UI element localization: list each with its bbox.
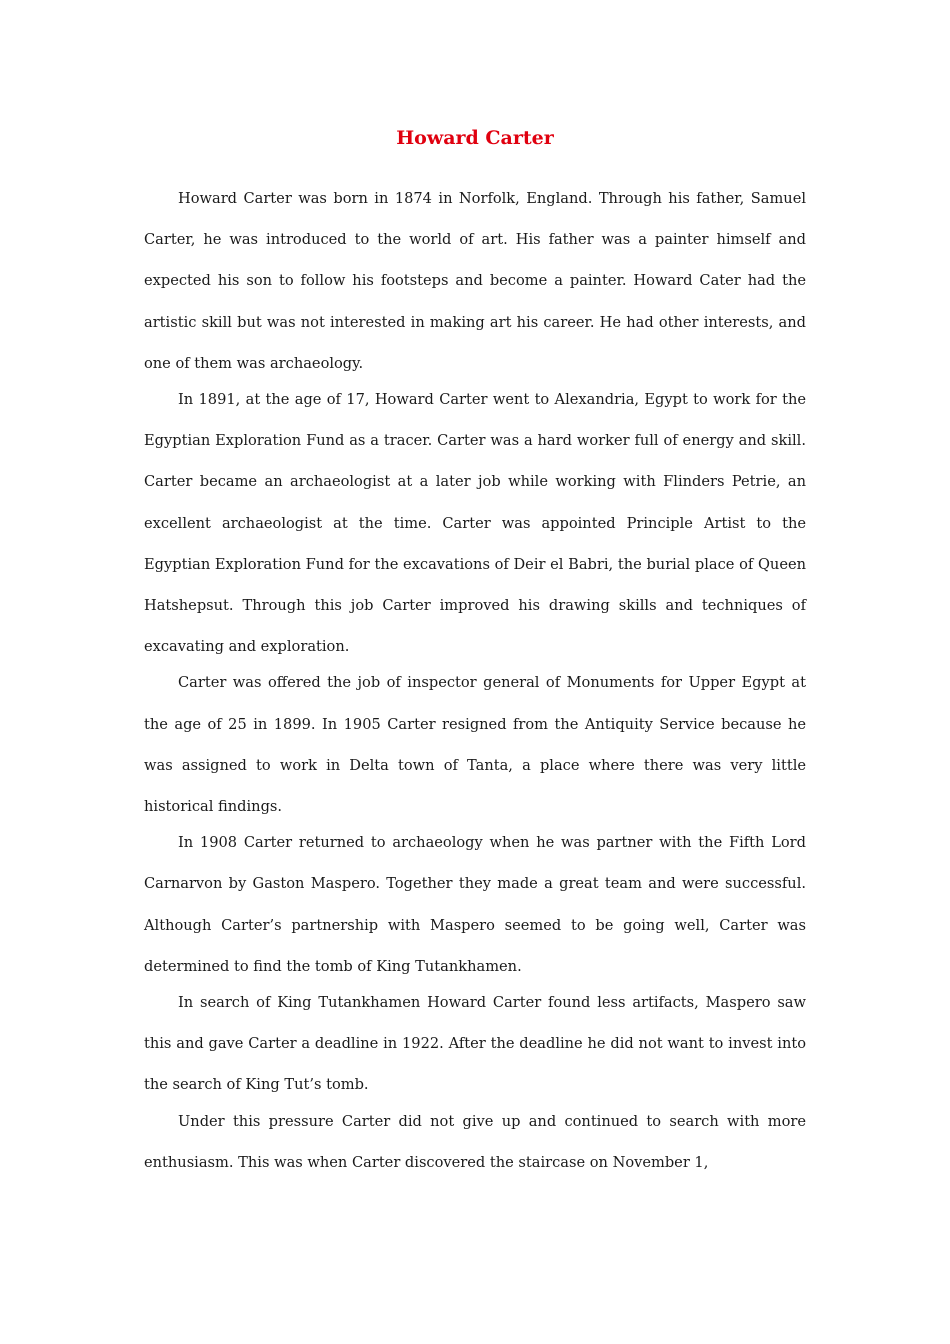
paragraph-2: In 1891, at the age of 17, Howard Carter went to Alexandria, Egypt to work for the Egyptian Exploration Fund as a tracer. Carter was a hard worker full of energy and skill. Carter became an archaeologist at a later job while working with Flinders Petrie, an excellent archaeologist at the time. Carter was appointed Principle Artist to the Egyptian Exploration Fund for the excavations of Deir el Babri, the burial place of Queen Hatshepsut. Through this job Carter improved his drawing skills and techniques of excavating and exploration. xyxy=(144,391,806,656)
document-body xyxy=(144,178,806,1178)
paragraph-5: In search of King Tutankhamen Howard Carter found less artifacts, Maspero saw this and gave Carter a deadline in 1922. After the deadline he did not want to invest into the search of King Tut’s tomb. xyxy=(144,994,806,1094)
paragraph-6: Under this pressure Carter did not give up and continued to search with more enthusiasm. This was when Carter discovered the staircase on November 1, xyxy=(144,1112,806,1171)
paragraph-4: In 1908 Carter returned to archaeology when he was partner with the Fifth Lord Carnarvon by Gaston Maspero. Together they made a great team and were successful. Although Carter’s partnership with Maspero seemed to be going well, Carter was determined to find the tomb of King Tutankhamen. xyxy=(144,834,806,975)
document-title: Howard Carter xyxy=(396,127,554,149)
paragraph-1: Howard Carter was born in 1874 in Norfolk, England. Through his father, Samuel Carter, he was introduced to the world of art. His father was a painter himself and expected his son to follow his footsteps and become a painter. Howard Cater had the artistic skill but was not interested in making art his career. He had other interests, and one of them was archaeology. xyxy=(144,190,806,372)
paragraph-3: Carter was offered the job of inspector general of Monuments for Upper Egypt at the age of 25 in 1899. In 1905 Carter resigned from the Antiquity Service because he was assigned to work in Delta town of Tanta, a place where there was very little historical findings. xyxy=(144,674,806,816)
